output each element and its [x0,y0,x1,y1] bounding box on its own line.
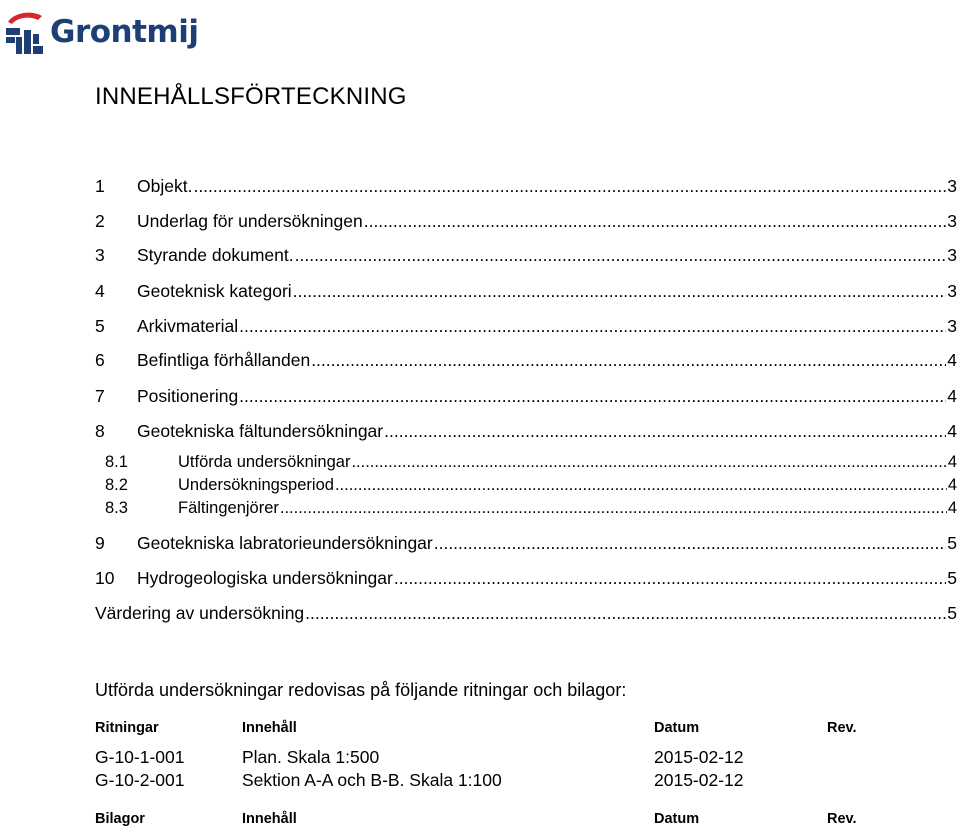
toc-entry[interactable] [95,421,957,442]
drawing-content: Sektion A-A och B-B. Skala 1:100 [242,770,502,790]
toc-entry-title: Styrande dokument. [137,245,294,265]
toc-dot-leader [239,386,946,407]
toc-entry-number: 8.2 [105,476,128,494]
toc-entry[interactable] [95,533,957,554]
drawing-content: Plan. Skala 1:500 [242,747,380,767]
toc-entry-page: 3 [947,316,957,336]
toc-dot-leader [364,211,947,232]
toc-entry-title: Undersökningsperiod [178,476,334,494]
drawing-date: 2015-02-12 [654,770,744,790]
toc-entry-title: Geotekniska labratorieundersökningar [137,533,433,553]
toc-entry-page: 4 [947,386,957,406]
toc-entry-number: 4 [95,281,105,301]
toc-entry[interactable] [95,350,957,371]
toc-dot-leader [295,245,947,266]
toc-dot-leader [280,499,947,518]
toc-entry-page: 5 [947,568,957,588]
toc-entry-title: Hydrogeologiska undersökningar [137,568,393,588]
toc-entry-page: 3 [947,281,957,301]
toc-entry-page: 5 [947,603,957,623]
toc-dot-leader [384,421,946,442]
toc-dot-leader [239,316,946,337]
toc-entry-page: 3 [947,211,957,231]
logo-wordmark: Grontmij [50,14,199,50]
toc-entry-page: 3 [947,245,957,265]
drawing-date: 2015-02-12 [654,747,744,767]
toc-entry[interactable] [95,386,957,407]
toc-entry-title: Underlag för undersökningen [137,211,363,231]
appendices-header-rev: Rev. [827,811,857,827]
toc-entry-number: 9 [95,533,105,553]
drawings-header-datum: Datum [654,720,700,736]
toc-entry-page: 4 [947,350,957,370]
toc-entry[interactable] [95,499,957,518]
toc-entry-number: 10 [95,568,115,588]
toc-entry-number: 8 [95,421,105,441]
toc-entry-number: 1 [95,176,105,196]
toc-entry-title: Geotekniska fältundersökningar [137,421,384,441]
toc-entry[interactable] [95,603,957,624]
toc-entry-title: Befintliga förhållanden [137,350,311,370]
toc-entry-page: 4 [947,476,957,494]
toc-dot-leader [335,476,947,495]
drawing-number: G-10-2-001 [95,770,185,790]
toc-entry-title: Fältingenjörer [178,499,279,517]
toc-dot-leader [394,568,946,589]
toc-entry-title: Objekt. [137,176,193,196]
toc-entry[interactable] [95,245,957,266]
toc-entry-title: Utförda undersökningar [178,453,351,471]
appendices-header-bilagor: Bilagor [95,811,145,827]
toc-dot-leader [305,603,946,624]
toc-dot-leader [293,281,947,302]
toc-entry-page: 4 [947,499,957,517]
intro-text: Utförda undersökningar redovisas på följande ritningar och bilagor: [95,680,627,700]
toc-entry-title: Positionering [137,386,239,406]
toc-dot-leader [351,453,946,472]
appendices-header-innehall: Innehåll [242,811,297,827]
toc-entry[interactable] [95,316,957,337]
toc-entry-number: 8.1 [105,453,128,471]
toc-entry[interactable] [95,453,957,472]
drawings-header-ritningar: Ritningar [95,720,159,736]
grontmij-logo-icon [4,8,46,56]
page-title: INNEHÅLLSFÖRTECKNING [95,83,407,110]
toc-entry-number: 2 [95,211,105,231]
drawings-header-innehall: Innehåll [242,720,297,736]
toc-entry-number: 6 [95,350,105,370]
toc-entry[interactable] [95,281,957,302]
drawing-number: G-10-1-001 [95,747,185,767]
toc-entry-number: 3 [95,245,105,265]
toc-entry[interactable] [95,476,957,495]
toc-entry[interactable] [95,176,957,197]
toc-entry-title: Arkivmaterial [137,316,239,336]
toc-entry-title: Geoteknisk kategori [137,281,292,301]
toc-entry-number: 7 [95,386,105,406]
grontmij-logo [4,6,198,58]
toc-dot-leader [311,350,946,371]
toc-entry-number: 5 [95,316,105,336]
toc-entry[interactable] [95,211,957,232]
toc-entry[interactable] [95,568,957,589]
toc-dot-leader [434,533,947,554]
toc-entry-page: 4 [947,421,957,441]
toc-entry-page: 5 [947,533,957,553]
toc-entry-page: 4 [947,453,957,471]
toc-entry-number: 8.3 [105,499,128,517]
toc-entry-title: Värdering av undersökning [95,603,305,623]
appendices-header-datum: Datum [654,811,700,827]
drawings-header-rev: Rev. [827,720,857,736]
toc-entry-page: 3 [947,176,957,196]
toc-dot-leader [193,176,946,197]
